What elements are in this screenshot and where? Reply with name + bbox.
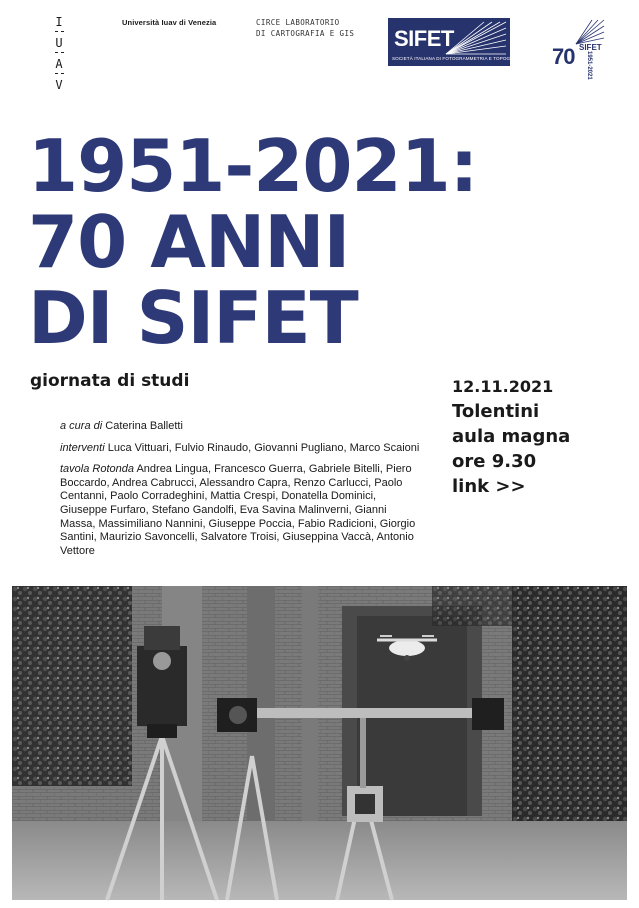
page-title (28, 124, 478, 360)
iuav-letter-u: U (55, 36, 63, 50)
instruments-photo (12, 586, 627, 900)
talks-speakers: Luca Vittuari, Fulvio Rinaudo, Giovanni Pugliano, Marco Scaioni (107, 441, 420, 454)
badge-years: 1951-2021 (586, 51, 592, 80)
talks-paragraph (60, 442, 420, 456)
lab-name-line1: CIRCE LABORATORIO (256, 18, 340, 27)
event-link[interactable]: link >> (452, 476, 526, 497)
event-info (452, 374, 570, 499)
badge-number: 70 (552, 44, 575, 69)
university-name: Università Iuav di Venezia (122, 18, 217, 27)
roundtable-speakers: Andrea Lingua, Francesco Guerra, Gabriele Bitelli, Piero Boccardo, Andrea Cabrucci, Alessandro Capra, Renzo Carlucci, Paolo Centanni, Paolo Corradeghini, Mattia Crespi, Donatella Dominici, Giuseppe Furfaro, Stefano Gandolfi, Eva Savina Malinverni, Gianni Massa, Massimiliano Nannini, Giuseppe Poccia, Fabio Radicioni, Giorgio Santini, Maurizio Savoncelli, Salvatore Troisi, Giuseppina Vaccà, Antonio Vettore (60, 463, 416, 557)
lab-logo (256, 17, 354, 39)
event-venue: Tolentini (452, 401, 540, 422)
talks-label: interventi (60, 441, 105, 454)
credits (60, 420, 420, 566)
lab-name-line2: DI CARTOGRAFIA E GIS (256, 29, 355, 38)
subtitle: giornata di studi (30, 371, 190, 391)
sifet-logo (388, 18, 525, 66)
badge-rays-icon (576, 18, 604, 44)
event-date: 12.11.2021 (452, 377, 554, 396)
badge-word: SIFET (579, 43, 602, 52)
iuav-logo (46, 16, 72, 90)
iuav-letter-i: I (55, 15, 63, 29)
curated-paragraph (60, 420, 420, 434)
title-line-2: 70 ANNI (28, 200, 350, 284)
iuav-letter-v: V (55, 78, 63, 92)
roundtable-paragraph (60, 463, 420, 558)
iuav-letter-a: A (55, 57, 63, 71)
photo-illustration (12, 586, 627, 900)
title-line-1: 1951-2021: (28, 124, 478, 208)
sifet-logo-word: SIFET (394, 26, 454, 51)
anniversary-badge (552, 18, 604, 80)
roundtable-label: tavola Rotonda (60, 463, 134, 476)
sifet-logo-subtitle: SOCIETÀ ITALIANA DI FOTOGRAMMETRIA E TOPOGRAFIA (392, 56, 525, 61)
curated-label: a cura di (60, 420, 103, 432)
event-room: aula magna (452, 426, 571, 447)
event-time: ore 9.30 (452, 451, 537, 472)
title-line-3: DI SIFET (28, 276, 358, 360)
curated-by: Caterina Balletti (105, 420, 183, 432)
